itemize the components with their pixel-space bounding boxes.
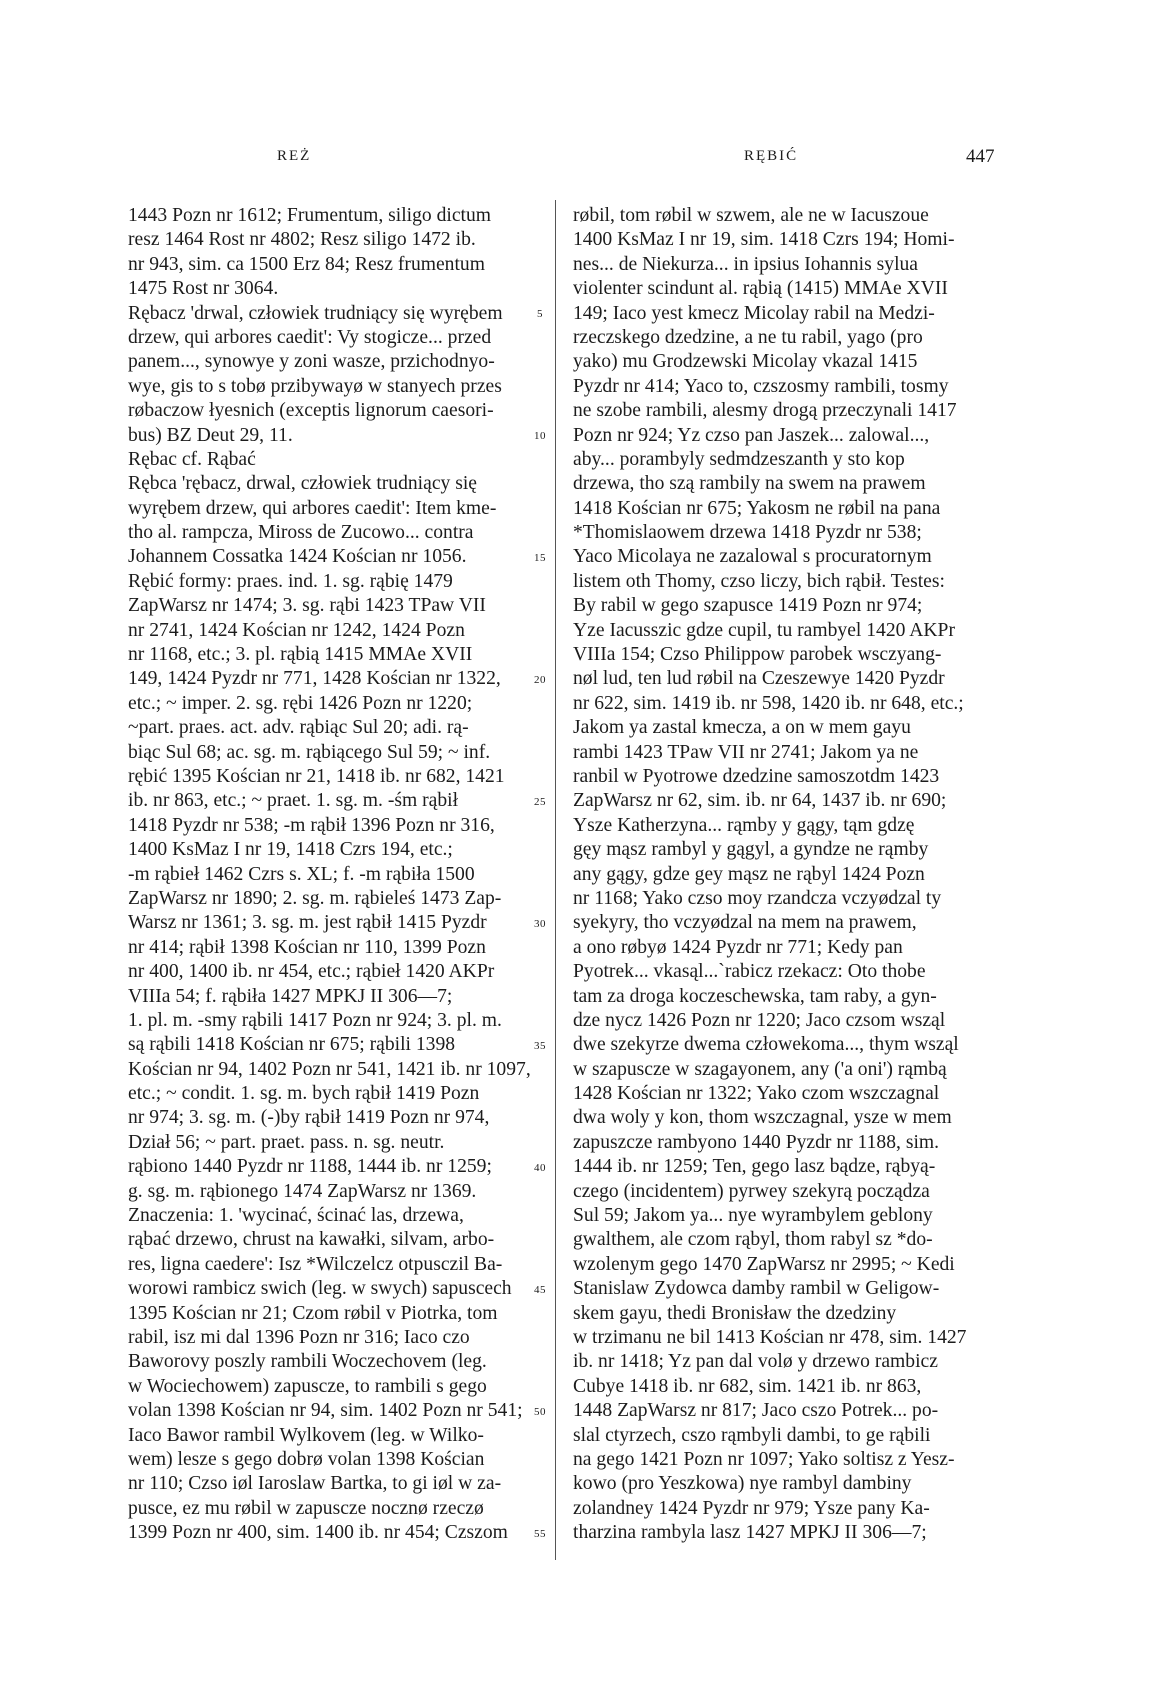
text-line: rąbać drzewo, chrust na kawałki, silvam, arbo-	[128, 1229, 495, 1251]
text-line: rabil, isz mi dal 1396 Pozn nr 316; Iaco czo	[128, 1326, 470, 1348]
text-line: Rębca 'rębacz, drwal, człowiek trudniący się	[128, 473, 477, 495]
running-head-right: RĘBIĆ	[744, 148, 799, 164]
text-line: nr 1168; Yako czso moy rzandcza vczyødzal ty	[573, 887, 942, 909]
text-line: 1428 Kościan nr 1322; Yako czom wszczagnal	[573, 1083, 940, 1105]
text-line: nr 1168, etc.; 3. pl. rąbią 1415 MMAe XVII	[128, 644, 473, 666]
text-line: Rębac cf. Rąbać	[128, 448, 256, 470]
text-line: nr 622, sim. 1419 ib. nr 598, 1420 ib. nr 648, etc.;	[573, 692, 964, 714]
text-line: VIIIa 154; Czso Philippow parobek wsczyang-	[573, 644, 942, 666]
text-line: dwe szekyrze dwema człowekoma..., thym wsząl	[573, 1034, 959, 1056]
text-line: Sul 59; Jakom ya... nye wyrambylem geblony	[573, 1205, 933, 1227]
text-line: Stanislaw Zydowca damby rambil w Geligow-	[573, 1278, 940, 1300]
text-line: w trzimanu ne bil 1413 Kościan nr 478, sim. 1427	[573, 1326, 967, 1348]
text-line: nr 974; 3. sg. m. (-)by rąbił 1419 Pozn nr 974,	[128, 1107, 490, 1129]
text-line: røbil, tom røbil w szwem, ale ne w Iacuszoue	[573, 205, 929, 226]
text-line: listem oth Thomy, czso liczy, bich rąbił. Testes:	[573, 570, 945, 592]
text-line: nr 943, sim. ca 1500 Erz 84; Resz frumentum	[128, 253, 485, 275]
text-line: ranbil w Pyotrowe dzedzine samoszotdm 1423	[573, 765, 940, 787]
text-line: są rąbili 1418 Kościan nr 675; rąbili 1398	[128, 1034, 456, 1056]
text-line: zapuszcze rambyono 1440 Pyzdr nr 1188, sim.	[573, 1131, 940, 1153]
text-line: rąbiono 1440 Pyzdr nr 1188, 1444 ib. nr 1259;	[128, 1156, 492, 1178]
text-line: bus) BZ Deut 29, 11.	[128, 424, 293, 446]
text-line: na gego 1421 Pozn nr 1097; Yako soltisz z Yesz-	[573, 1448, 955, 1470]
text-line: aby... porambyly sedmdzeszanth y sto kop	[573, 448, 905, 470]
text-line: volan 1398 Kościan nr 94, sim. 1402 Pozn nr 541;	[128, 1400, 523, 1422]
text-line: Ysze Katherzyna... rąmby y gągy, tąm gdzę	[573, 814, 915, 836]
text-line: By rabil w gego szapusce 1419 Pozn nr 974;	[573, 595, 923, 617]
text-line: VIIIa 54; f. rąbiła 1427 MPKJ II 306—7;	[128, 985, 453, 1007]
text-line: etc.; ~ imper. 2. sg. rębi 1426 Pozn nr 1220;	[128, 692, 473, 714]
text-line: wem) lesze s gego dobrø volan 1398 Kościan	[128, 1448, 485, 1470]
text-line: any gągy, gdze gey mąsz ne rąbyl 1424 Pozn	[573, 863, 925, 885]
text-line: dze nycz 1426 Pozn nr 1220; Jaco czsom wsząl	[573, 1009, 946, 1031]
text-line: resz 1464 Rost nr 4802; Resz siligo 1472 ib.	[128, 229, 476, 251]
line-number: 55	[534, 1527, 546, 1540]
text-line: Johannem Cossatka 1424 Kościan nr 1056.	[128, 546, 467, 568]
text-line: 149; Iaco yest kmecz Micolay rabil na Medzi-	[573, 302, 935, 324]
text-line: panem..., synowye y zoni wasze, przichodnyo-	[128, 351, 495, 373]
text-line: pusce, ez mu røbil w zapuscze nocznø rzeczø	[128, 1497, 484, 1519]
line-number: 25	[534, 795, 546, 808]
text-line: drzewa, tho szą rambily na swem na prawem	[573, 473, 926, 495]
right-column	[573, 204, 1002, 1545]
text-line: 149, 1424 Pyzdr nr 771, 1428 Kościan nr 1322,	[128, 668, 501, 690]
text-line: violenter scindunt al. rąbią (1415) MMAe XVII	[573, 278, 948, 300]
text-line: g. sg. m. rąbionego 1474 ZapWarsz nr 1369.	[128, 1180, 477, 1202]
text-line: ZapWarsz nr 62, sim. ib. nr 64, 1437 ib. nr 690;	[573, 790, 947, 812]
line-number: 20	[534, 673, 546, 686]
line-number: 40	[534, 1161, 546, 1174]
text-line: 1475 Rost nr 3064.	[128, 278, 279, 300]
text-line: tho al. rampcza, Miross de Zucowo... contra	[128, 522, 474, 544]
text-line: wyrębem drzew, qui arbores caedit': Item kme-	[128, 497, 497, 519]
line-number: 5	[537, 307, 543, 320]
running-head-left: REŻ	[277, 148, 312, 164]
text-line: Yze Iacusszic gdze cupil, tu rambyel 1420 AKPr	[573, 619, 955, 641]
text-line: 1448 ZapWarsz nr 817; Jaco cszo Potrek... po-	[573, 1400, 939, 1422]
text-line: biąc Sul 68; ac. sg. m. rąbiącego Sul 59; ~ inf.	[128, 741, 491, 763]
text-line: 1418 Kościan nr 675; Yakosm ne røbil na pana	[573, 497, 941, 519]
text-line: yako) mu Grodzewski Micolay vkazal 1415	[573, 351, 918, 373]
text-line: Pozn nr 924; Yz czso pan Jaszek... zalowal...,	[573, 424, 930, 446]
line-number: 45	[534, 1283, 546, 1296]
text-line: -m rąbieł 1462 Czrs s. XL; f. -m rąbiła 1500	[128, 863, 475, 885]
text-line: nr 400, 1400 ib. nr 454, etc.; rąbieł 1420 AKPr	[128, 961, 495, 983]
text-line: gęy mąsz rambyl y gągyl, a gyndze ne rąmby	[573, 839, 929, 861]
line-number: 30	[534, 917, 546, 930]
text-line: Znaczenia: 1. 'wycinać, ścinać las, drzewa,	[128, 1205, 464, 1227]
line-number: 35	[534, 1039, 546, 1052]
text-line: *Thomislaowem drzewa 1418 Pyzdr nr 538;	[573, 522, 922, 544]
text-line: res, ligna caedere': Isz *Wilczelcz otpusczil Ba-	[128, 1253, 503, 1275]
text-line: a ono røbyø 1424 Pyzdr nr 771; Kedy pan	[573, 936, 903, 958]
text-line: w szapuscze w szagayonem, any ('a oni') rąmbą	[573, 1058, 947, 1080]
text-line: 1400 KsMaz I nr 19, 1418 Czrs 194, etc.;	[128, 839, 453, 861]
text-line: drzew, qui arbores caedit': Vy stogicze... przed	[128, 326, 492, 348]
text-line: Rębacz 'drwal, człowiek trudniący się wyrębem	[128, 302, 503, 324]
page-number: 447	[966, 146, 995, 167]
text-line: wye, gis to s tobø przibywayø w stanyech przes	[128, 375, 502, 397]
text-line: nøl lud, ten lud røbil na Czeszewye 1420 Pyzdr	[573, 668, 945, 690]
text-line: Warsz nr 1361; 3. sg. m. jest rąbił 1415 Pyzdr	[128, 912, 487, 934]
text-line: dwa woly y kon, thom wszczagnal, ysze w mem	[573, 1107, 952, 1129]
text-line: Pyzdr nr 414; Yaco to, czszosmy rambili, tosmy	[573, 375, 949, 397]
text-line: Baworovy poszly rambili Woczechovem (leg.	[128, 1351, 487, 1373]
text-line: nr 2741, 1424 Kościan nr 1242, 1424 Pozn	[128, 619, 465, 641]
text-line: slal ctyrzech, cszo rąmbyli dambi, to ge rąbili	[573, 1424, 931, 1446]
text-line: kowo (pro Yeszkowa) nye rambyl dambiny	[573, 1473, 912, 1495]
text-line: zolandney 1424 Pyzdr nr 979; Ysze pany Ka-	[573, 1497, 930, 1519]
text-line: 1418 Pyzdr nr 538; -m rąbił 1396 Pozn nr 316,	[128, 814, 495, 836]
text-line: rambi 1423 TPaw VII nr 2741; Jakom ya ne	[573, 741, 919, 763]
text-line: ZapWarsz nr 1474; 3. sg. rąbi 1423 TPaw VII	[128, 595, 486, 617]
text-line: Cubye 1418 ib. nr 682, sim. 1421 ib. nr 863,	[573, 1375, 922, 1397]
text-line: czego (incidentem) pyrwey szekyrą począdza	[573, 1180, 930, 1202]
text-line: ~part. praes. act. adv. rąbiąc Sul 20; adi. rą-	[128, 717, 469, 739]
text-line: skem gayu, thedi Bronisław the dzedziny	[573, 1302, 897, 1324]
text-line: nr 414; rąbił 1398 Kościan nr 110, 1399 Pozn	[128, 936, 486, 958]
text-line: ib. nr 1418; Yz pan dal volø y drzewo rambicz	[573, 1351, 938, 1373]
text-line: 1400 KsMaz I nr 19, sim. 1418 Czrs 194; Homi-	[573, 229, 955, 251]
text-line: nr 110; Czso iøl Iaroslaw Bartka, to gi iøl w za-	[128, 1473, 502, 1495]
text-line: tharzina rambyla lasz 1427 MPKJ II 306—7;	[573, 1522, 927, 1544]
text-line: worowi rambicz swich (leg. w swych) sapuscech	[128, 1278, 512, 1300]
text-line: Rębić formy: praes. ind. 1. sg. rąbię 1479	[128, 570, 453, 592]
text-line: ZapWarsz nr 1890; 2. sg. m. rąbieleś 1473 Zap-	[128, 887, 502, 909]
text-line: 1395 Kościan nr 21; Czom røbil v Piotrka, tom	[128, 1302, 498, 1324]
text-line: rzeczskego dzedzine, a ne tu rabil, yago (pro	[573, 326, 923, 348]
text-line: tam za droga koczeschewska, tam raby, a gyn-	[573, 985, 937, 1007]
text-line: 1. pl. m. -smy rąbili 1417 Pozn nr 924; 3. pl. m.	[128, 1009, 502, 1031]
text-line: w Wociechowem) zapusczе, to rambili s gego	[128, 1375, 487, 1397]
text-line: etc.; ~ condit. 1. sg. m. bych rąbił 1419 Pozn	[128, 1083, 480, 1105]
left-column	[128, 204, 531, 1545]
line-number: 15	[534, 551, 546, 564]
text-line: Jakom ya zastal kmecza, a on w mem gayu	[573, 717, 911, 739]
text-line: røbaczow łyesnich (exceptis lignorum caesori-	[128, 400, 494, 422]
text-line: wzolenym gego 1470 ZapWarsz nr 2995; ~ Kedi	[573, 1253, 955, 1275]
text-line: 1444 ib. nr 1259; Ten, gego lasz bądze, rąbyą-	[573, 1156, 936, 1178]
text-line: Iaco Bawor rambil Wylkovem (leg. w Wilko-	[128, 1424, 484, 1446]
text-line: syekyry, tho vczyødzal na mem na prawem,	[573, 912, 917, 934]
text-line: Dział 56; ~ part. praet. pass. n. sg. neutr.	[128, 1131, 445, 1153]
text-line: ib. nr 863, etc.; ~ praet. 1. sg. m. -śm rąbił	[128, 790, 459, 812]
text-line: 1443 Pozn nr 1612; Frumentum, siligo dictum	[128, 205, 492, 226]
text-line: gwalthem, ale czom rąbyl, thom rabyl sz *do-	[573, 1229, 933, 1251]
text-line: nes... de Niekurza... in ipsius Iohannis sylua	[573, 253, 919, 275]
text-line: Yaco Micolaya ne zazalowal s procuratornym	[573, 546, 932, 568]
line-number: 50	[534, 1405, 546, 1418]
text-line: ne szobe rambili, alesmy drogą przeczynali 1417	[573, 400, 957, 422]
line-number: 10	[534, 429, 546, 442]
text-line: 1399 Pozn nr 400, sim. 1400 ib. nr 454; Czszom	[128, 1522, 508, 1544]
text-line: Kościan nr 94, 1402 Pozn nr 541, 1421 ib. nr 1097,	[128, 1058, 531, 1080]
column-divider	[555, 200, 556, 1560]
text-line: Pyotrek... vkasąl...`rabicz rzekacz: Oto thobe	[573, 961, 926, 983]
text-line: rębić 1395 Kościan nr 21, 1418 ib. nr 682, 1421	[128, 765, 505, 787]
